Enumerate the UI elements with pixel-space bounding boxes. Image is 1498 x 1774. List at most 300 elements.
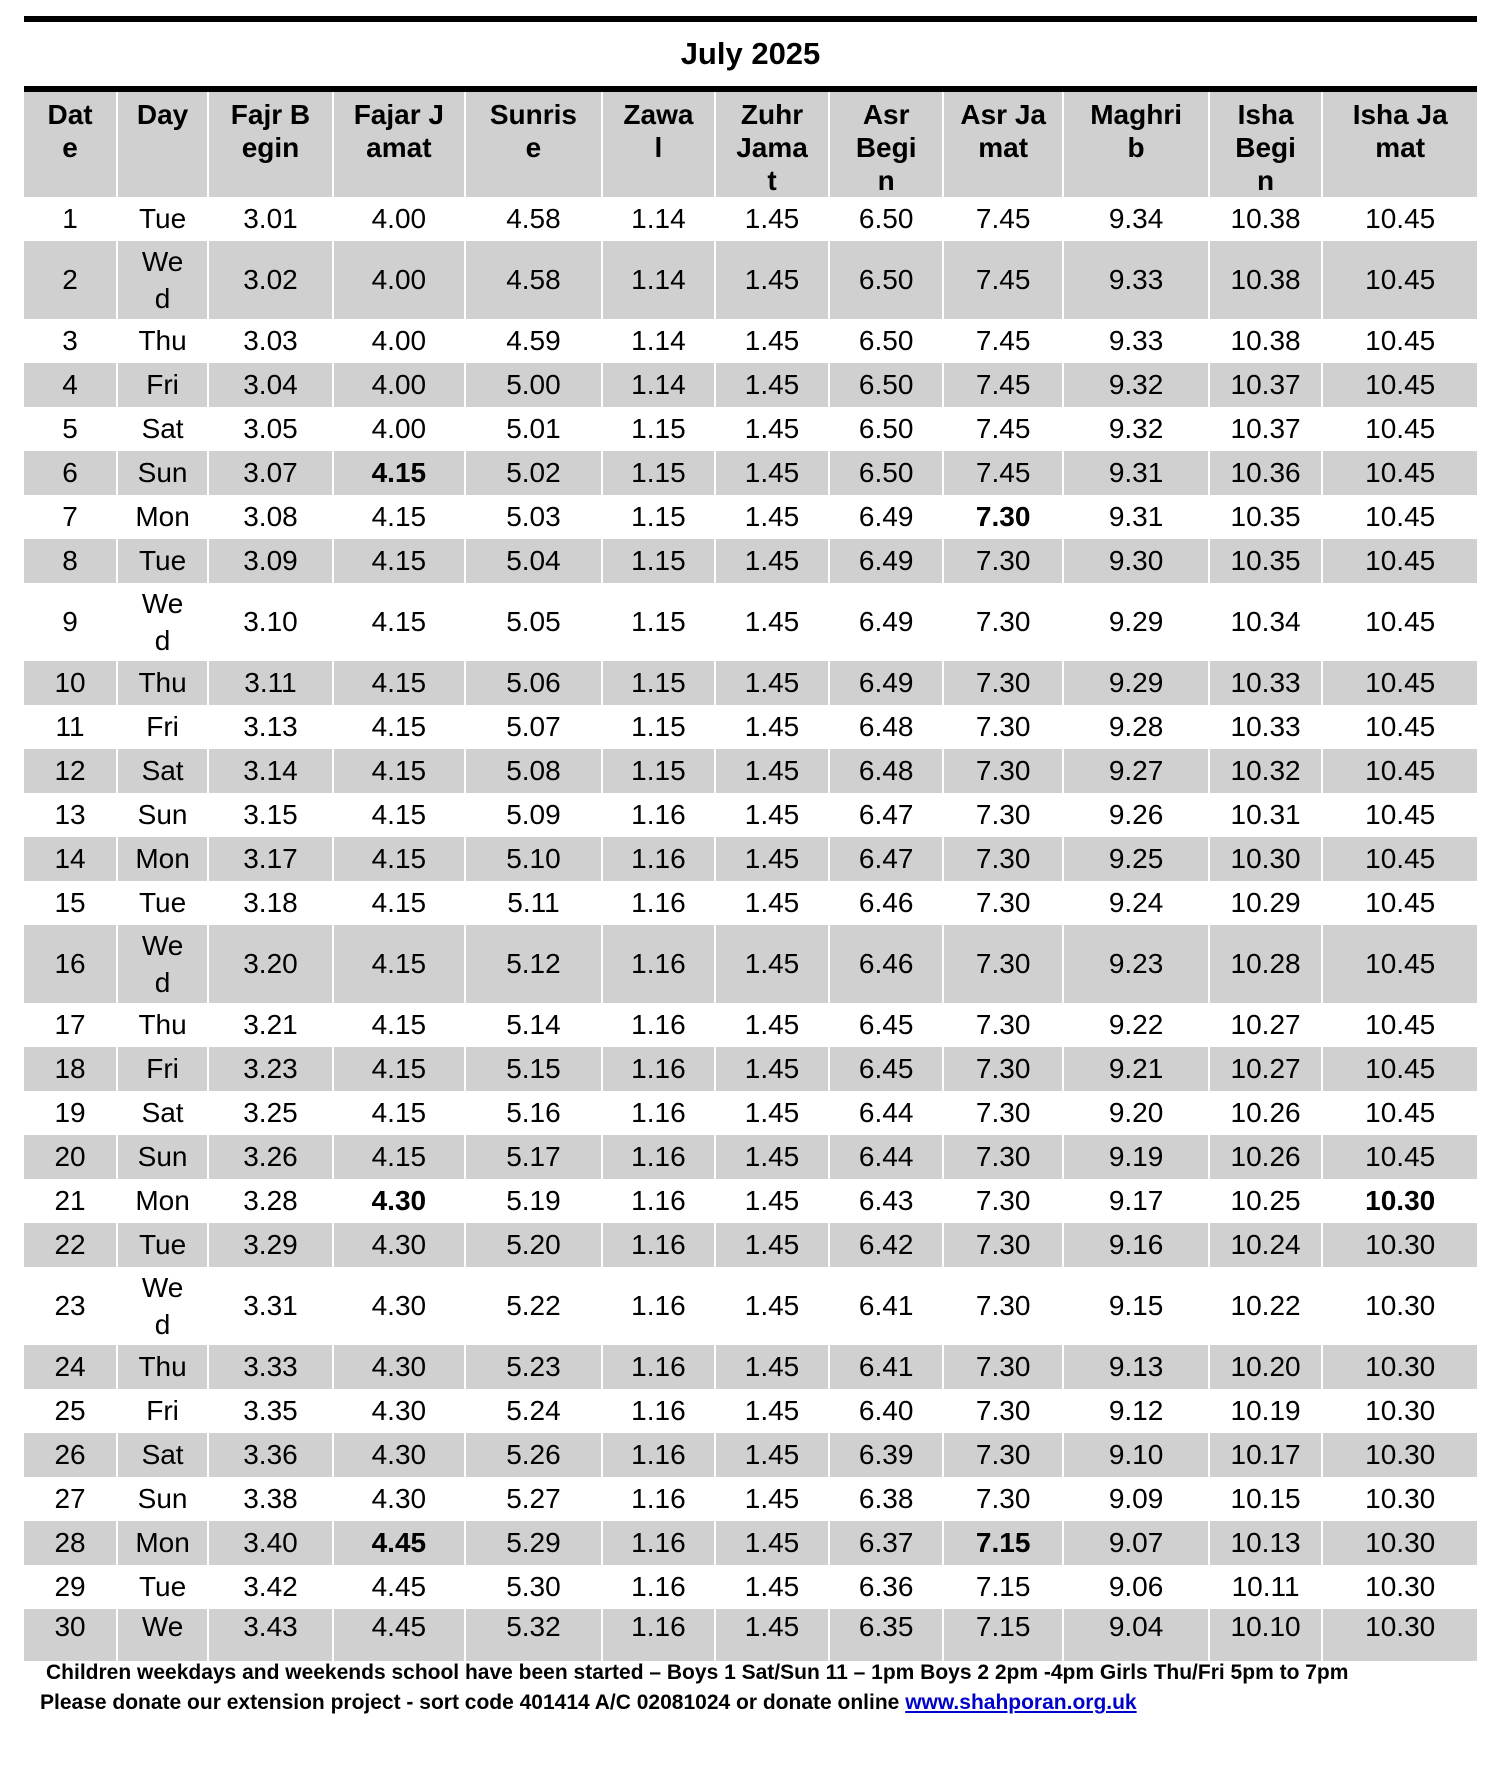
zawal-value: 1.16 bbox=[631, 1229, 686, 1260]
isha-begin-value: 10.10 bbox=[1230, 1611, 1301, 1642]
cell-asr-jamat bbox=[943, 1091, 1063, 1135]
cell-day bbox=[117, 793, 208, 837]
maghrib-value: 9.24 bbox=[1108, 887, 1164, 918]
zuhr-jamat-value: 1.45 bbox=[744, 1009, 800, 1040]
cell-day bbox=[117, 1179, 208, 1223]
day-value: We bbox=[141, 1611, 184, 1642]
day-value: Thu bbox=[138, 1351, 187, 1382]
isha-begin-value: 10.37 bbox=[1230, 369, 1301, 400]
cell-isha-begin bbox=[1209, 197, 1323, 241]
cell-sunrise bbox=[465, 793, 602, 837]
fajar-jamat-value: 4.15 bbox=[371, 606, 427, 637]
maghrib-value: 9.10 bbox=[1108, 1439, 1164, 1470]
date-value: 29 bbox=[54, 1571, 86, 1602]
footer-notes bbox=[24, 1658, 1477, 1718]
fajar-jamat-value: 4.00 bbox=[371, 325, 427, 356]
cell-date bbox=[24, 1223, 117, 1267]
day-value: Tue bbox=[138, 1229, 187, 1260]
zawal-value: 1.14 bbox=[631, 369, 686, 400]
asr-begin-value: 6.38 bbox=[858, 1483, 914, 1514]
cell-zawal bbox=[602, 451, 714, 495]
zawal-value: 1.16 bbox=[631, 1439, 686, 1470]
date-value: 3 bbox=[62, 325, 78, 356]
cell-fajr-begin bbox=[208, 705, 333, 749]
zuhr-jamat-value: 1.45 bbox=[744, 1571, 800, 1602]
cell-date bbox=[24, 1389, 117, 1433]
fajar-jamat-value: 4.45 bbox=[371, 1527, 427, 1558]
cell-isha-jamat bbox=[1322, 495, 1477, 539]
asr-jamat-value: 7.30 bbox=[975, 887, 1031, 918]
asr-jamat-value: 7.30 bbox=[975, 1097, 1031, 1128]
cell-fajr-begin bbox=[208, 1389, 333, 1433]
isha-jamat-value: 10.45 bbox=[1365, 264, 1436, 295]
cell-sunrise bbox=[465, 1477, 602, 1521]
isha-begin-value: 10.17 bbox=[1230, 1439, 1301, 1470]
cell-maghrib bbox=[1063, 241, 1208, 319]
cell-fajr-begin bbox=[208, 241, 333, 319]
cell-isha-jamat bbox=[1322, 539, 1477, 583]
zuhr-jamat-value: 1.45 bbox=[744, 1527, 800, 1558]
zuhr-jamat-value: 1.45 bbox=[744, 369, 800, 400]
zawal-value: 1.15 bbox=[631, 545, 686, 576]
cell-isha-begin bbox=[1209, 363, 1323, 407]
date-value: 23 bbox=[54, 1290, 86, 1321]
asr-jamat-value: 7.30 bbox=[975, 1351, 1031, 1382]
maghrib-value: 9.27 bbox=[1108, 755, 1164, 786]
maghrib-value: 9.21 bbox=[1108, 1053, 1164, 1084]
zuhr-jamat-value: 1.45 bbox=[744, 1351, 800, 1382]
cell-isha-begin bbox=[1209, 837, 1323, 881]
cell-day bbox=[117, 705, 208, 749]
isha-jamat-value: 10.45 bbox=[1365, 369, 1436, 400]
cell-zawal bbox=[602, 1345, 714, 1389]
maghrib-value: 9.04 bbox=[1108, 1611, 1164, 1642]
isha-begin-value: 10.38 bbox=[1230, 325, 1301, 356]
fajr-begin-value: 3.35 bbox=[243, 1395, 298, 1426]
cell-zawal bbox=[602, 881, 714, 925]
fajr-begin-value: 3.33 bbox=[243, 1351, 298, 1382]
cell-fajar-jamat bbox=[333, 319, 465, 363]
date-value: 16 bbox=[54, 948, 86, 979]
date-value: 13 bbox=[54, 799, 86, 830]
cell-maghrib bbox=[1063, 661, 1208, 705]
cell-fajr-begin bbox=[208, 451, 333, 495]
asr-jamat-value: 7.30 bbox=[975, 948, 1031, 979]
cell-zawal bbox=[602, 1267, 714, 1345]
cell-date bbox=[24, 495, 117, 539]
zawal-value: 1.16 bbox=[631, 1395, 686, 1426]
cell-fajar-jamat bbox=[333, 1223, 465, 1267]
cell-isha-begin bbox=[1209, 1433, 1323, 1477]
isha-jamat-value: 10.45 bbox=[1365, 325, 1436, 356]
cell-isha-begin bbox=[1209, 1223, 1323, 1267]
fajar-jamat-value: 4.15 bbox=[371, 1097, 427, 1128]
cell-day bbox=[117, 1091, 208, 1135]
asr-begin-value: 6.41 bbox=[858, 1351, 914, 1382]
sunrise-value: 4.58 bbox=[506, 264, 561, 295]
cell-asr-jamat bbox=[943, 539, 1063, 583]
cell-asr-jamat bbox=[943, 1135, 1063, 1179]
cell-zawal bbox=[602, 705, 714, 749]
table-row bbox=[24, 661, 1477, 705]
cell-sunrise bbox=[465, 1091, 602, 1135]
cell-zuhr-jamat bbox=[715, 1267, 830, 1345]
cell-asr-begin bbox=[829, 1003, 943, 1047]
cell-zawal bbox=[602, 583, 714, 661]
cell-day bbox=[117, 1047, 208, 1091]
isha-begin-value: 10.13 bbox=[1230, 1527, 1301, 1558]
cell-date bbox=[24, 451, 117, 495]
asr-begin-value: 6.50 bbox=[858, 413, 914, 444]
day-value: Sat bbox=[141, 413, 184, 444]
table-row bbox=[24, 363, 1477, 407]
cell-zuhr-jamat bbox=[715, 1345, 830, 1389]
zuhr-jamat-value: 1.45 bbox=[744, 799, 800, 830]
cell-sunrise bbox=[465, 1179, 602, 1223]
cell-day bbox=[117, 1267, 208, 1345]
sunrise-value: 5.10 bbox=[506, 843, 561, 874]
cell-asr-begin bbox=[829, 1389, 943, 1433]
isha-begin-value: 10.33 bbox=[1230, 711, 1301, 742]
zuhr-jamat-value: 1.45 bbox=[744, 606, 800, 637]
fajr-begin-value: 3.10 bbox=[243, 606, 298, 637]
day-value: Wed bbox=[141, 588, 184, 656]
cell-isha-begin bbox=[1209, 1003, 1323, 1047]
asr-begin-value: 6.37 bbox=[858, 1527, 914, 1558]
isha-begin-value: 10.38 bbox=[1230, 203, 1301, 234]
fajr-begin-value: 3.29 bbox=[243, 1229, 298, 1260]
zuhr-jamat-value: 1.45 bbox=[744, 457, 800, 488]
cell-zuhr-jamat bbox=[715, 837, 830, 881]
cell-isha-jamat bbox=[1322, 749, 1477, 793]
sunrise-value: 5.22 bbox=[506, 1290, 561, 1321]
fajar-jamat-value: 4.30 bbox=[371, 1185, 427, 1216]
donation-notice bbox=[24, 1688, 1477, 1718]
cell-fajar-jamat bbox=[333, 1521, 465, 1565]
cell-isha-begin bbox=[1209, 749, 1323, 793]
asr-begin-value: 6.44 bbox=[858, 1141, 914, 1172]
zawal-value: 1.14 bbox=[631, 203, 686, 234]
zawal-value: 1.16 bbox=[631, 1290, 686, 1321]
maghrib-value: 9.32 bbox=[1108, 413, 1164, 444]
cell-zawal bbox=[602, 1433, 714, 1477]
isha-jamat-value: 10.45 bbox=[1365, 711, 1436, 742]
cell-isha-begin bbox=[1209, 925, 1323, 1003]
fajar-jamat-value: 4.15 bbox=[371, 1009, 427, 1040]
day-value: Fri bbox=[146, 369, 179, 400]
asr-begin-value: 6.42 bbox=[858, 1229, 914, 1260]
asr-jamat-value: 7.30 bbox=[975, 799, 1031, 830]
cell-date bbox=[24, 1135, 117, 1179]
cell-isha-begin bbox=[1209, 241, 1323, 319]
cell-isha-begin bbox=[1209, 1345, 1323, 1389]
date-value: 14 bbox=[54, 843, 86, 874]
cell-fajr-begin bbox=[208, 1047, 333, 1091]
cell-zuhr-jamat bbox=[715, 925, 830, 1003]
cell-fajar-jamat bbox=[333, 1179, 465, 1223]
prayer-timetable bbox=[24, 92, 1477, 1661]
maghrib-value: 9.28 bbox=[1108, 711, 1164, 742]
isha-jamat-value: 10.45 bbox=[1365, 1053, 1436, 1084]
cell-day bbox=[117, 363, 208, 407]
cell-maghrib bbox=[1063, 881, 1208, 925]
isha-jamat-value: 10.30 bbox=[1365, 1351, 1436, 1382]
fajr-begin-value: 3.18 bbox=[243, 887, 298, 918]
cell-maghrib bbox=[1063, 1135, 1208, 1179]
timetable-sheet bbox=[24, 16, 1477, 1661]
table-row bbox=[24, 1179, 1477, 1223]
cell-isha-begin bbox=[1209, 583, 1323, 661]
isha-jamat-value: 10.45 bbox=[1365, 545, 1436, 576]
isha-jamat-value: 10.45 bbox=[1365, 1141, 1436, 1172]
cell-zawal bbox=[602, 1565, 714, 1609]
header-maghrib: Maghrib bbox=[1063, 92, 1208, 197]
cell-day bbox=[117, 241, 208, 319]
day-value: Mon bbox=[135, 843, 190, 874]
cell-zuhr-jamat bbox=[715, 1477, 830, 1521]
cell-isha-jamat bbox=[1322, 881, 1477, 925]
isha-begin-value: 10.33 bbox=[1230, 667, 1301, 698]
cell-fajar-jamat bbox=[333, 1389, 465, 1433]
zuhr-jamat-value: 1.45 bbox=[744, 711, 800, 742]
table-row bbox=[24, 793, 1477, 837]
cell-fajar-jamat bbox=[333, 241, 465, 319]
cell-zawal bbox=[602, 539, 714, 583]
isha-begin-value: 10.15 bbox=[1230, 1483, 1301, 1514]
fajr-begin-value: 3.25 bbox=[243, 1097, 298, 1128]
asr-begin-value: 6.46 bbox=[858, 887, 914, 918]
cell-date bbox=[24, 319, 117, 363]
cell-zawal bbox=[602, 793, 714, 837]
donation-link[interactable]: www.shahporan.org.uk bbox=[905, 1691, 1137, 1714]
cell-maghrib bbox=[1063, 1091, 1208, 1135]
cell-date bbox=[24, 539, 117, 583]
cell-asr-jamat bbox=[943, 705, 1063, 749]
zawal-value: 1.16 bbox=[631, 1185, 686, 1216]
cell-zawal bbox=[602, 1091, 714, 1135]
cell-date bbox=[24, 1003, 117, 1047]
fajr-begin-value: 3.01 bbox=[243, 203, 298, 234]
cell-sunrise bbox=[465, 407, 602, 451]
cell-date bbox=[24, 1433, 117, 1477]
isha-jamat-value: 10.45 bbox=[1365, 203, 1436, 234]
cell-zuhr-jamat bbox=[715, 881, 830, 925]
cell-asr-begin bbox=[829, 319, 943, 363]
isha-jamat-value: 10.45 bbox=[1365, 457, 1436, 488]
fajr-begin-value: 3.13 bbox=[243, 711, 298, 742]
cell-isha-jamat bbox=[1322, 1223, 1477, 1267]
fajr-begin-value: 3.15 bbox=[243, 799, 298, 830]
table-row bbox=[24, 1267, 1477, 1345]
fajar-jamat-value: 4.00 bbox=[371, 413, 427, 444]
cell-isha-jamat bbox=[1322, 1433, 1477, 1477]
asr-begin-value: 6.48 bbox=[858, 711, 914, 742]
isha-begin-value: 10.11 bbox=[1231, 1571, 1300, 1602]
maghrib-value: 9.13 bbox=[1108, 1351, 1164, 1382]
cell-fajar-jamat bbox=[333, 1433, 465, 1477]
maghrib-value: 9.33 bbox=[1108, 264, 1164, 295]
cell-date bbox=[24, 1565, 117, 1609]
cell-maghrib bbox=[1063, 451, 1208, 495]
isha-jamat-value: 10.45 bbox=[1365, 843, 1436, 874]
maghrib-value: 9.34 bbox=[1108, 203, 1164, 234]
zawal-value: 1.15 bbox=[631, 711, 686, 742]
asr-jamat-value: 7.30 bbox=[975, 711, 1031, 742]
fajar-jamat-value: 4.00 bbox=[371, 264, 427, 295]
cell-zuhr-jamat bbox=[715, 1223, 830, 1267]
cell-isha-jamat bbox=[1322, 1609, 1477, 1661]
cell-date bbox=[24, 1179, 117, 1223]
isha-jamat-value: 10.45 bbox=[1365, 501, 1436, 532]
date-value: 15 bbox=[54, 887, 86, 918]
cell-fajr-begin bbox=[208, 1003, 333, 1047]
day-value: Sun bbox=[137, 1141, 188, 1172]
cell-day bbox=[117, 1521, 208, 1565]
cell-date bbox=[24, 241, 117, 319]
cell-fajr-begin bbox=[208, 197, 333, 241]
cell-fajr-begin bbox=[208, 363, 333, 407]
asr-jamat-value: 7.30 bbox=[975, 1009, 1031, 1040]
zuhr-jamat-value: 1.45 bbox=[744, 887, 800, 918]
cell-maghrib bbox=[1063, 793, 1208, 837]
asr-jamat-value: 7.15 bbox=[975, 1611, 1031, 1642]
cell-asr-jamat bbox=[943, 583, 1063, 661]
cell-sunrise bbox=[465, 661, 602, 705]
zawal-value: 1.16 bbox=[631, 948, 686, 979]
asr-jamat-value: 7.45 bbox=[975, 457, 1031, 488]
cell-sunrise bbox=[465, 1003, 602, 1047]
cell-sunrise bbox=[465, 1389, 602, 1433]
cell-asr-begin bbox=[829, 451, 943, 495]
cell-asr-jamat bbox=[943, 1267, 1063, 1345]
day-value: Mon bbox=[135, 1185, 190, 1216]
isha-jamat-value: 10.45 bbox=[1365, 1009, 1436, 1040]
cell-fajr-begin bbox=[208, 793, 333, 837]
asr-begin-value: 6.43 bbox=[858, 1185, 914, 1216]
maghrib-value: 9.07 bbox=[1108, 1527, 1164, 1558]
cell-zawal bbox=[602, 1135, 714, 1179]
sunrise-value: 5.12 bbox=[506, 948, 561, 979]
cell-fajr-begin bbox=[208, 1223, 333, 1267]
header-date: Date bbox=[24, 92, 117, 197]
day-value: Sun bbox=[137, 457, 188, 488]
asr-begin-value: 6.41 bbox=[858, 1290, 914, 1321]
cell-sunrise bbox=[465, 881, 602, 925]
fajr-begin-value: 3.40 bbox=[243, 1527, 298, 1558]
table-row bbox=[24, 1345, 1477, 1389]
maghrib-value: 9.23 bbox=[1108, 948, 1164, 979]
cell-isha-jamat bbox=[1322, 1521, 1477, 1565]
cell-asr-begin bbox=[829, 1135, 943, 1179]
zuhr-jamat-value: 1.45 bbox=[744, 1229, 800, 1260]
cell-zuhr-jamat bbox=[715, 1565, 830, 1609]
cell-day bbox=[117, 1135, 208, 1179]
table-row bbox=[24, 881, 1477, 925]
cell-zuhr-jamat bbox=[715, 793, 830, 837]
isha-jamat-value: 10.30 bbox=[1365, 1483, 1436, 1514]
cell-asr-jamat bbox=[943, 881, 1063, 925]
cell-isha-begin bbox=[1209, 319, 1323, 363]
cell-fajar-jamat bbox=[333, 705, 465, 749]
sunrise-value: 4.59 bbox=[506, 325, 561, 356]
cell-zuhr-jamat bbox=[715, 1047, 830, 1091]
fajr-begin-value: 3.31 bbox=[243, 1290, 298, 1321]
isha-jamat-value: 10.30 bbox=[1365, 1527, 1436, 1558]
asr-begin-value: 6.49 bbox=[858, 545, 914, 576]
cell-sunrise bbox=[465, 705, 602, 749]
sunrise-value: 5.32 bbox=[506, 1611, 561, 1642]
cell-asr-begin bbox=[829, 1091, 943, 1135]
cell-day bbox=[117, 319, 208, 363]
zawal-value: 1.14 bbox=[631, 264, 686, 295]
isha-begin-value: 10.31 bbox=[1230, 799, 1301, 830]
fajr-begin-value: 3.08 bbox=[243, 501, 298, 532]
isha-begin-value: 10.34 bbox=[1230, 606, 1301, 637]
cell-fajar-jamat bbox=[333, 583, 465, 661]
table-row bbox=[24, 451, 1477, 495]
zawal-value: 1.16 bbox=[631, 799, 686, 830]
cell-isha-begin bbox=[1209, 495, 1323, 539]
date-value: 6 bbox=[62, 457, 78, 488]
date-value: 12 bbox=[54, 755, 86, 786]
zawal-value: 1.16 bbox=[631, 1571, 686, 1602]
day-value: Mon bbox=[135, 1527, 190, 1558]
sunrise-value: 5.17 bbox=[506, 1141, 561, 1172]
cell-asr-begin bbox=[829, 925, 943, 1003]
cell-zawal bbox=[602, 1389, 714, 1433]
cell-fajr-begin bbox=[208, 1521, 333, 1565]
zawal-value: 1.16 bbox=[631, 1097, 686, 1128]
cell-asr-begin bbox=[829, 197, 943, 241]
isha-begin-value: 10.19 bbox=[1230, 1395, 1301, 1426]
cell-isha-jamat bbox=[1322, 1047, 1477, 1091]
sunrise-value: 5.26 bbox=[506, 1439, 561, 1470]
isha-begin-value: 10.27 bbox=[1230, 1053, 1301, 1084]
fajar-jamat-value: 4.30 bbox=[371, 1290, 427, 1321]
cell-zuhr-jamat bbox=[715, 1433, 830, 1477]
asr-jamat-value: 7.45 bbox=[975, 369, 1031, 400]
fajar-jamat-value: 4.15 bbox=[371, 948, 427, 979]
date-value: 20 bbox=[54, 1141, 86, 1172]
table-row bbox=[24, 1477, 1477, 1521]
header-isha-jamat: Isha Jamat bbox=[1322, 92, 1477, 197]
cell-date bbox=[24, 1477, 117, 1521]
cell-asr-begin bbox=[829, 1477, 943, 1521]
cell-zawal bbox=[602, 749, 714, 793]
cell-fajr-begin bbox=[208, 881, 333, 925]
cell-date bbox=[24, 925, 117, 1003]
header-sunrise: Sunrise bbox=[465, 92, 602, 197]
cell-asr-begin bbox=[829, 881, 943, 925]
date-value: 19 bbox=[54, 1097, 86, 1128]
fajar-jamat-value: 4.15 bbox=[371, 887, 427, 918]
cell-isha-jamat bbox=[1322, 1135, 1477, 1179]
cell-day bbox=[117, 1433, 208, 1477]
sunrise-value: 5.11 bbox=[507, 887, 560, 918]
fajr-begin-value: 3.28 bbox=[243, 1185, 298, 1216]
cell-isha-jamat bbox=[1322, 661, 1477, 705]
maghrib-value: 9.32 bbox=[1108, 369, 1164, 400]
cell-isha-begin bbox=[1209, 661, 1323, 705]
day-value: Wed bbox=[141, 246, 184, 314]
cell-isha-begin bbox=[1209, 1477, 1323, 1521]
cell-sunrise bbox=[465, 583, 602, 661]
asr-begin-value: 6.50 bbox=[858, 203, 914, 234]
cell-asr-begin bbox=[829, 1179, 943, 1223]
maghrib-value: 9.19 bbox=[1108, 1141, 1164, 1172]
cell-asr-jamat bbox=[943, 1223, 1063, 1267]
zuhr-jamat-value: 1.45 bbox=[744, 1439, 800, 1470]
